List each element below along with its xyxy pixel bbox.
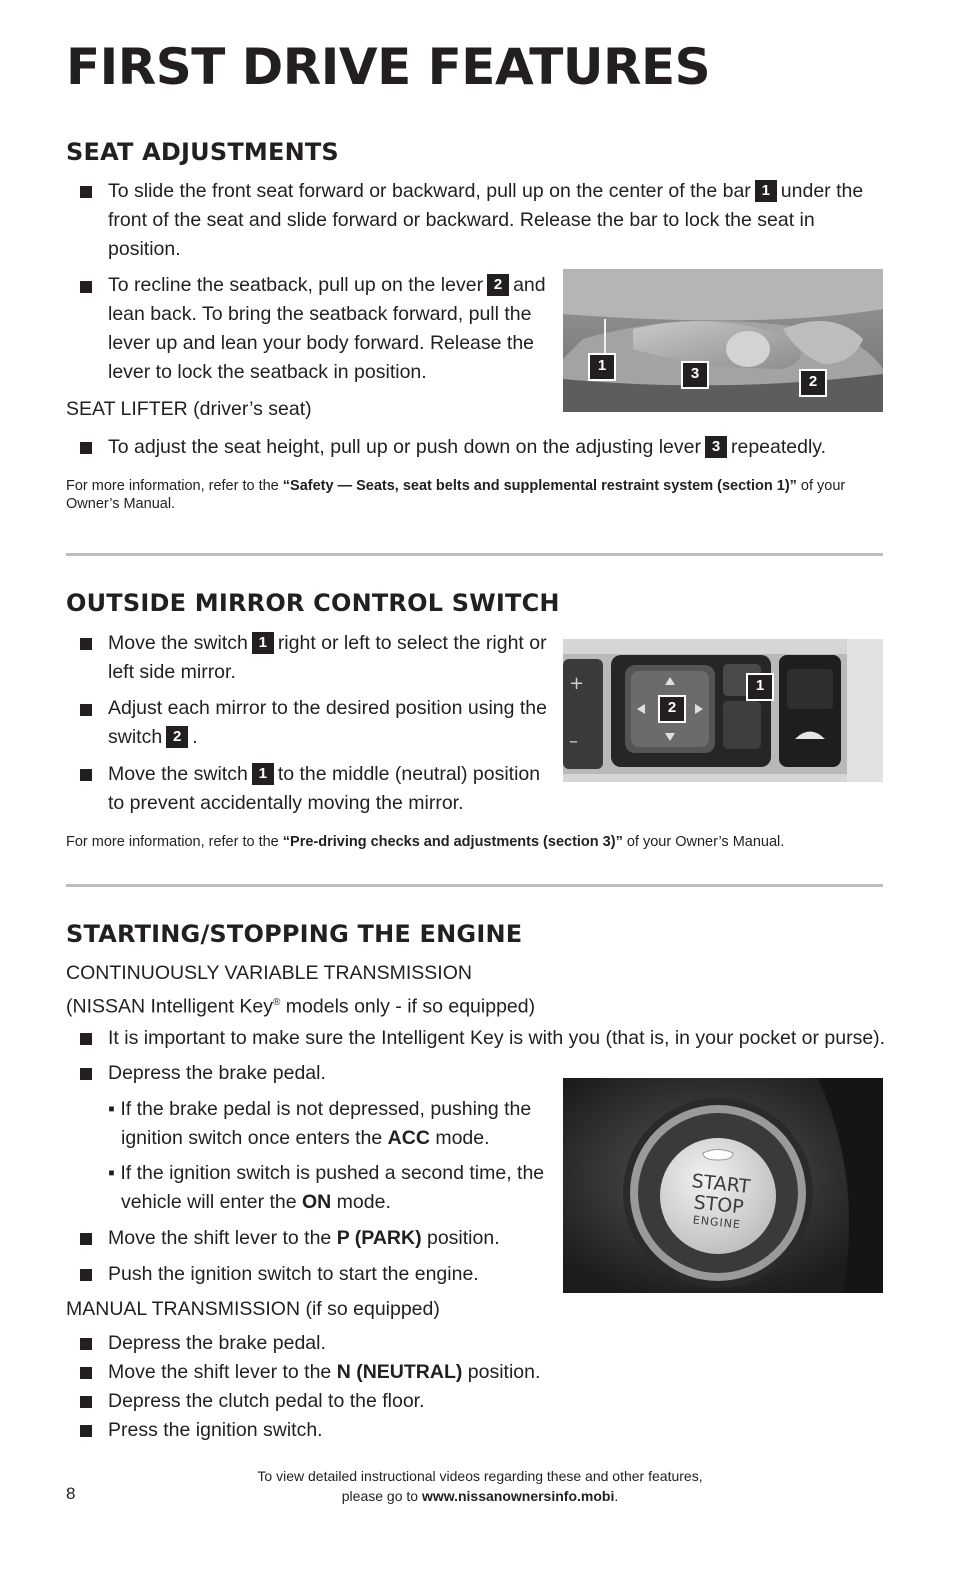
- photo-callout-2: 2: [799, 369, 827, 397]
- manual-bullet-1: Depress the brake pedal.: [108, 1332, 326, 1354]
- manual-bullet-4: Press the ignition switch.: [108, 1419, 323, 1441]
- bullet-square-icon: [80, 704, 92, 716]
- start-stop-label: START STOP ENGINE: [690, 1170, 752, 1232]
- callout-badge: 1: [755, 180, 777, 202]
- bullet-square-icon: [80, 1338, 92, 1350]
- engine-heading: STARTING/STOPPING THE ENGINE: [66, 920, 523, 948]
- bullet-square-icon: [80, 1068, 92, 1080]
- seat-lifter-subheading: SEAT LIFTER (driver’s seat): [66, 398, 312, 420]
- bullet-square-icon: [80, 281, 92, 293]
- callout-badge: 2: [166, 726, 188, 748]
- bullet-square-icon: [80, 1269, 92, 1281]
- section-divider: [66, 884, 883, 887]
- mirror-bullet-1: Move the switch 1 right or left to select the right or left side mirror.: [108, 632, 547, 683]
- manual-bullet-3: Depress the clutch pedal to the floor.: [108, 1390, 425, 1412]
- engine-subbullet-acc: ▪ If the brake pedal is not depressed, pushing the ignition switch once enters the ACC mode.: [108, 1098, 532, 1149]
- start-stop-button-photo: [563, 1078, 883, 1293]
- seat-controls-photo: [563, 269, 883, 412]
- mirror-heading: OUTSIDE MIRROR CONTROL SWITCH: [66, 589, 560, 617]
- callout-badge: 1: [252, 632, 274, 654]
- engine-bullet-3: Move the shift lever to the P (PARK) position.: [108, 1227, 500, 1249]
- photo-callout-3: 3: [681, 361, 709, 389]
- bullet-square-icon: [80, 638, 92, 650]
- seat-bullet-1: To slide the front seat forward or backward, pull up on the center of the bar 1 under the front of the seat and slide forward or backward. Release the bar to lock the seat in position.: [108, 180, 864, 260]
- mirror-switch-photo: [563, 639, 883, 782]
- bullet-square-icon: [80, 769, 92, 781]
- manual-transmission-subheading: MANUAL TRANSMISSION (if so equipped): [66, 1298, 440, 1320]
- engine-bullet-2: Depress the brake pedal.: [108, 1062, 326, 1084]
- section-divider: [66, 553, 883, 556]
- callout-badge: 1: [252, 763, 274, 785]
- owners-info-link[interactable]: www.nissanownersinfo.mobi: [421, 1488, 615, 1504]
- bullet-square-icon: [80, 1425, 92, 1437]
- engine-subbullet-on: ▪ If the ignition switch is pushed a second time, the vehicle will enter the ON mode.: [108, 1162, 545, 1213]
- manual-bullet-2: Move the shift lever to the N (NEUTRAL) position.: [108, 1361, 541, 1383]
- engine-bullet-4: Push the ignition switch to start the engine.: [108, 1263, 479, 1285]
- bullet-square-icon: [80, 1033, 92, 1045]
- bullet-square-icon: [80, 1367, 92, 1379]
- intelligent-key-note: (NISSAN Intelligent Key® models only - if so equipped): [66, 995, 536, 1018]
- bullet-square-icon: [80, 186, 92, 198]
- page-title: FIRST DRIVE FEATURES: [66, 38, 711, 96]
- mirror-bullet-2: Adjust each mirror to the desired position using the switch 2 .: [108, 697, 547, 748]
- svg-text:+: +: [569, 673, 585, 694]
- seat-bullet-2: To recline the seatback, pull up on the lever 2 and lean back. To bring the seatback forward, pull the lever up and lean your body forward. Release the lever to lock the seatback in position.: [108, 274, 546, 383]
- engine-bullet-1: It is important to make sure the Intelligent Key is with you (that is, in your pocket or purse).: [108, 1027, 886, 1049]
- bullet-square-icon: [80, 1396, 92, 1408]
- callout-badge: 3: [705, 436, 727, 458]
- mirror-bullet-3: Move the switch 1 to the middle (neutral) position to prevent accidentally moving the mirror.: [108, 763, 541, 814]
- callout-badge: 2: [487, 274, 509, 296]
- page-number: 8: [66, 1484, 76, 1503]
- photo-callout-1: 1: [746, 673, 774, 701]
- seat-adjustments-heading: SEAT ADJUSTMENTS: [66, 138, 339, 166]
- photo-callout-2: 2: [658, 695, 686, 723]
- footer-note: To view detailed instructional videos regarding these and other features, please go to www.nissanownersinfo.mobi.: [257, 1468, 703, 1504]
- photo-callout-1: 1: [588, 353, 616, 381]
- seat-reference-note: For more information, refer to the “Safety — Seats, seat belts and supplemental restraint system (section 1)” of your Owner’s Manual.: [66, 478, 846, 512]
- svg-text:–: –: [569, 731, 578, 752]
- seat-bullet-3: To adjust the seat height, pull up or push down on the adjusting lever 3 repeatedly.: [108, 436, 827, 458]
- bullet-square-icon: [80, 442, 92, 454]
- mirror-reference-note: For more information, refer to the “Pre-driving checks and adjustments (section 3)” of your Owner’s Manual.: [66, 834, 785, 850]
- cvt-subheading: CONTINUOUSLY VARIABLE TRANSMISSION: [66, 962, 472, 984]
- bullet-square-icon: [80, 1233, 92, 1245]
